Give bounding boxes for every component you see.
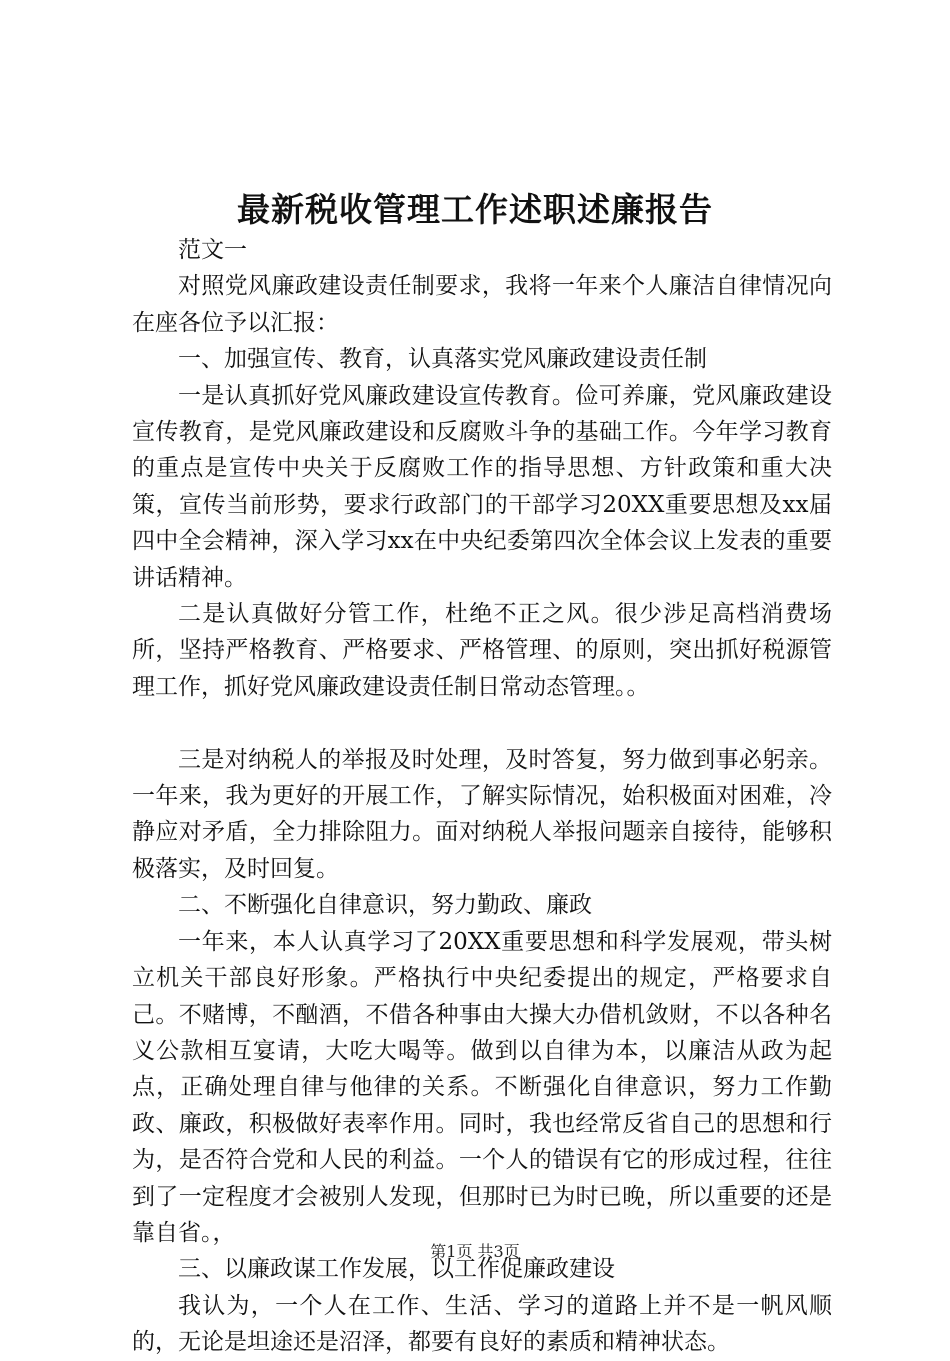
- section-heading: 三、以廉政谋工作发展，以工作促廉政建设: [178, 1256, 615, 1283]
- document-title: 最新税收管理工作述职述廉报告: [237, 190, 713, 229]
- paragraph: 我认为，一个人在工作、生活、学习的道路上并不是一帆风顺的，无论是坦途还是沼泽，都要有良好的素质和精神状态。: [132, 1292, 832, 1356]
- paragraph: 三是对纳税人的举报及时处理，及时答复，努力做到事必躬亲。一年来，我为更好的开展工作，了解实际情况，始积极面对困难，冷静应对矛盾，全力排除阻力。面对纳税人举报问题亲自接待，能够积极落实，及时回复。: [132, 746, 832, 882]
- paragraph: 范文一: [178, 237, 247, 263]
- paragraph: 一年来，本人认真学习了20XX重要思想和科学发展观，带头树立机关干部良好形象。严格执行中央纪委提出的规定，严格要求自己。不赌博，不酗酒，不借各种事由大操大办借机敛财，不以各种名义公款相互宴请，大吃大喝等。做到以自律为本，以廉洁从政为起点，正确处理自律与他律的关系。不断强化自律意识，努力工作勤政、廉政，积极做好表率作用。同时，我也经常反省自己的思想和行为，是否符合党和人民的利益。一个人的错误有它的形成过程，往往到了一定程度才会被别人发现，但那时已为时已晚，所以重要的还是靠自省。，: [132, 928, 832, 1246]
- page-number: 第1页 共3页: [430, 1242, 520, 1261]
- paragraph: 二是认真做好分管工作，杜绝不正之风。很少涉足高档消费场所，坚持严格教育、严格要求、严格管理、的原则，突出抓好税源管理工作，抓好党风廉政建设责任制日常动态管理。。: [132, 601, 832, 700]
- document-body: [132, 232, 832, 1361]
- paragraph: 一是认真抓好党风廉政建设宣传教育。俭可养廉，党风廉政建设宣传教育，是党风廉政建设和反腐败斗争的基础工作。今年学习教育的重点是宣传中央关于反腐败工作的指导思想、方针政策和重大决策，宣传当前形势，要求行政部门的干部学习20XX重要思想及xx届四中全会精神，深入学习xx在中央纪委第四次全体会议上发表的重要讲话精神。: [132, 382, 832, 591]
- section-heading: 二、不断强化自律意识，努力勤政、廉政: [178, 892, 592, 919]
- section-heading: 一、加强宣传、教育，认真落实党风廉政建设责任制: [178, 346, 707, 373]
- paragraph: 对照党风廉政建设责任制要求，我将一年来个人廉洁自律情况向在座各位予以汇报：: [132, 273, 832, 336]
